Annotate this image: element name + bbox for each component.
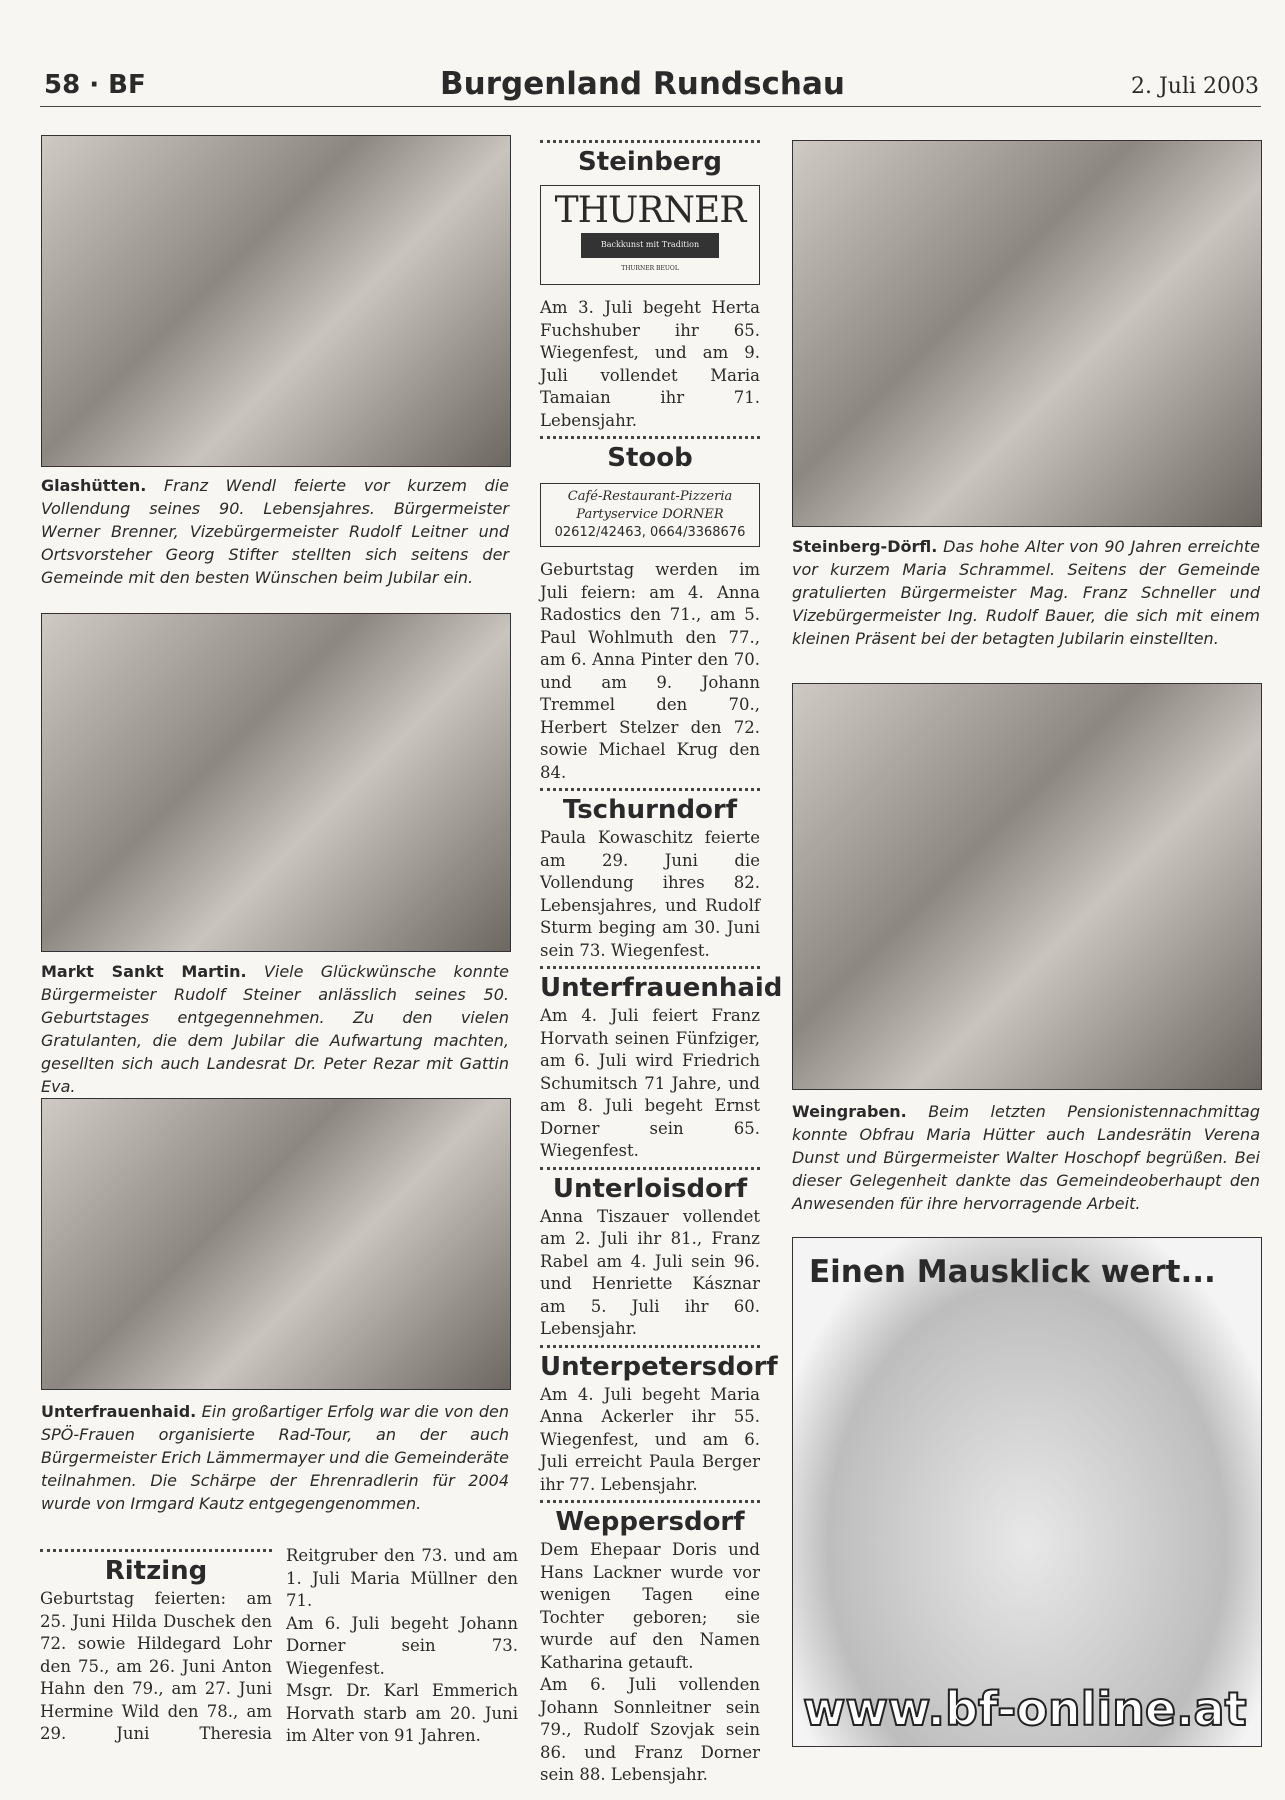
photo-unterfrauenhaid <box>41 1098 511 1390</box>
photo-glashuetten <box>41 135 511 467</box>
section-heading: Ritzing <box>104 1556 208 1586</box>
divider <box>540 436 760 439</box>
section-text: Am 6. Juli begeht Johann Dorner sein 73. Wiegenfest. <box>286 1613 518 1678</box>
section-ritzing <box>40 1545 518 1748</box>
ad-thurner <box>540 185 760 285</box>
divider <box>540 1500 760 1503</box>
caption-place: Steinberg-Dörfl. <box>792 537 938 556</box>
section-text: Anna Tiszauer vollendet am 2. Juli ihr 81., Franz Rabel am 4. Juli sein 96. und Henriette Kásznar am 5. Juli ihr 60. Lebensjahr. <box>540 1206 760 1338</box>
caption-place: Unterfrauenhaid. <box>41 1402 197 1421</box>
section-text: Am 4. Juli begeht Maria Anna Ackerler ihr 55. Wiegenfest, und am 6. Juli erreicht Paula Berger ihr 77. Lebensjahr. <box>540 1384 760 1494</box>
caption-text: Franz Wendl feierte vor kurzem die Vollendung seines 90. Lebensjahres. Bürgermeister Werner Brenner, Vizebürgermeister Rudolf Leitner und Ortsvorsteher Georg Stifter stellten sich seitens der Gemeinde mit den besten Wünschen beim Jubilar ein. <box>41 476 509 587</box>
section-text: Msgr. Dr. Karl Emmerich Horvath starb am 20. Juni im Alter von 91 Jahren. <box>286 1681 518 1745</box>
ad-sub: THURNER BEUOL <box>621 264 679 272</box>
section-text: Dem Ehepaar Doris und Hans Lackner wurde vor wenigen Tagen eine Tochter geboren; sie wurde auf den Namen Katharina getauft. <box>540 1540 760 1672</box>
caption-glashuetten <box>41 474 509 589</box>
section-heading: Unterpetersdorf <box>540 1351 778 1382</box>
section-heading: Unterfrauenhaid <box>540 973 783 1003</box>
newspaper-title: Burgenland Rundschau <box>440 66 845 102</box>
section-heading: Stoob <box>607 443 693 473</box>
divider <box>540 966 760 969</box>
ad-bf-online[interactable] <box>792 1237 1262 1747</box>
caption-place: Weingraben. <box>792 1102 907 1121</box>
section-heading: Unterloisdorf <box>552 1173 748 1204</box>
section-text: Am 6. Juli vollenden Johann Sonnleitner sein 79., Rudolf Szovjak sein 86. und Franz Dorner sein 88. Lebensjahr. <box>540 1675 760 1784</box>
ad-title: Einen Mausklick wert... <box>809 1254 1216 1290</box>
ad-phone: 02612/42463, 0664/3368676 <box>554 525 746 540</box>
ad-url-link[interactable]: www.bf-online.at <box>803 1682 1247 1736</box>
photo-markt-sankt-martin <box>41 613 511 952</box>
section-text: Am 3. Juli begeht Herta Fuchshuber ihr 65. Wiegenfest, und am 9. Juli vollendet Maria Tamaian ihr 71. Lebensjahr. <box>540 298 760 430</box>
header-rule <box>40 106 1261 107</box>
photo-weingraben <box>792 683 1262 1090</box>
caption-weingraben <box>792 1100 1260 1215</box>
caption-text: Beim letzten Pensionistennachmittag konnte Obfrau Maria Hütter auch Landesrätin Verena Dunst und Bürgermeister Walter Hoschopf begrüßen. Bei dieser Gelegenheit dankte das Gemeindeoberhaupt den Anwesenden für ihre hervorragende Arbeit. <box>792 1102 1260 1213</box>
caption-text: Ein großartiger Erfolg war die von den SPÖ-Frauen organisierte Rad-Tour, an der auch Bürgermeister Erich Lämmermayer und die Gemeinderäte teilnahmen. Die Schärpe der Ehrenradlerin für 2004 wurde von Irmgard Kautz entgegengenommen. <box>41 1402 509 1513</box>
caption-place: Glashütten. <box>41 476 147 495</box>
ad-name: DORNER <box>662 507 724 522</box>
ad-line: Café-Restaurant-Pizzeria Partyservice <box>567 489 733 522</box>
ad-name: THURNER <box>554 190 746 231</box>
caption-text: Viele Glückwünsche konnte Bürgermeister Rudolf Steiner anlässlich seines 50. Geburtstages entgegennehmen. Zu den vielen Gratulanten, die dem Jubilar die Aufwartung machten, gesellten sich auch Landesrat Dr. Peter Rezar mit Gattin Eva. <box>41 962 509 1096</box>
caption-unterfrauenhaid <box>41 1400 509 1515</box>
caption-place: Markt Sankt Martin. <box>41 962 247 981</box>
section-heading: Steinberg <box>578 147 722 177</box>
page-number: 58 · BF <box>44 70 146 100</box>
section-text: Geburtstag werden im Juli feiern: am 4. Anna Radostics den 71., am 5. Paul Wohlmuth den 77., am 6. Anna Pinter den 70. und am 9. Johann Tremmel den 70., Herbert Stelzer den 72. sowie Michael Krug den 84. <box>540 560 760 782</box>
section-text: Am 4. Juli feiert Franz Horvath seinen Fünfziger, am 6. Juli wird Friedrich Schumitsch 71 Jahre, und am 8. Juli begeht Ernst Dorner sein 65. Wiegenfest. <box>540 1006 760 1160</box>
divider <box>540 140 760 143</box>
section-text: Paula Kowaschitz feierte am 29. Juni die Vollendung ihres 82. Lebensjahres, und Rudolf Sturm beging am 30. Juni sein 73. Wiegenfest. <box>540 828 760 960</box>
issue-date: 2. Juli 2003 <box>1130 74 1259 99</box>
photo-steinberg-doerfl <box>792 140 1262 527</box>
ad-slogan: Backkunst mit Tradition <box>581 233 719 258</box>
section-heading: Weppersdorf <box>555 1507 745 1537</box>
divider <box>540 1345 760 1348</box>
section-heading: Tschurndorf <box>562 795 738 825</box>
ad-dorner <box>540 483 760 547</box>
divider <box>540 1167 760 1170</box>
divider <box>540 788 760 791</box>
middle-column <box>540 136 783 1787</box>
caption-text: Das hohe Alter von 90 Jahren erreichte vor kurzem Maria Schrammel. Seitens der Gemeinde gratulierten Bürgermeister Mag. Franz Schneller und Vizebürgermeister Ing. Rudolf Bauer, die sich mit einem kleinen Präsent bei der betagten Jubilarin einstellten. <box>792 537 1260 648</box>
caption-markt-sankt-martin <box>41 960 509 1098</box>
section-text: Geburtstag feierten: am 25. Juni Hilda Duschek den 72. sowie Hildegard Lohr den 75., am 26. Juni Anton Hahn den 79., am 27. Juni Hermine Wild den 78., am 29. Juni Theresia Reitgruber den 73. und am 1. Juli Maria Müllner den 71. <box>40 1546 518 1743</box>
divider <box>40 1549 272 1552</box>
caption-steinberg-doerfl <box>792 535 1260 650</box>
